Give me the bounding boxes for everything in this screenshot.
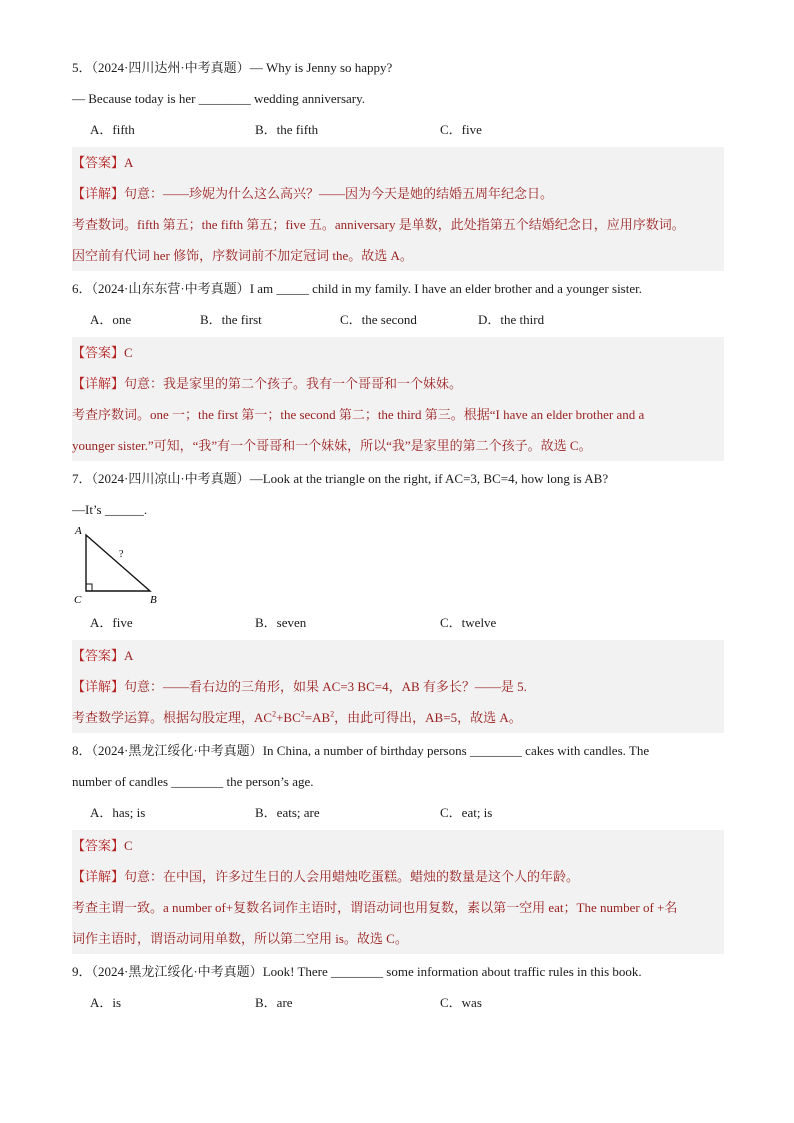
options <box>72 114 724 145</box>
label-a: A <box>75 525 82 537</box>
question-text: —Look at the triangle on the right, if AC=3, BC=4, how long is AB? <box>249 471 609 486</box>
detail-line: 句意：——看右边的三角形，如果 AC=3 BC=4，AB 有多长？——是 5. <box>124 679 527 694</box>
detail-tag: 【详解】 <box>72 869 125 884</box>
answer-tag: 【答案】 <box>72 648 125 663</box>
detail-line: 词作主语时，谓语动词用单数，所以第二空用 is。故选 C。 <box>72 931 408 946</box>
option-b: B．are <box>255 995 293 1010</box>
question-text: — Why is Jenny so happy? <box>249 60 393 75</box>
answer-tag: 【答案】 <box>72 155 125 170</box>
question-number: 6． <box>72 281 92 296</box>
question-source: （2024·黑龙江绥化·中考真题） <box>91 743 263 758</box>
question-text: Look! There ________ some information about traffic rules in this book. <box>262 964 642 979</box>
formula: $AC^2+BC^2=AB^2$ <box>254 709 335 725</box>
answer-value: C <box>124 838 133 853</box>
options <box>72 797 724 828</box>
detail-line: 考查主谓一致。a number of+复数名词作主语时，谓语动词也用复数，素以第一空用 eat；The number of +名 <box>72 900 678 915</box>
question-stem <box>72 956 724 987</box>
label-c: C <box>74 594 82 606</box>
option-a: A．is <box>90 995 122 1010</box>
option-a: A．has; is <box>90 805 146 820</box>
detail-line: 句意：我是家里的第二个孩子。我有一个哥哥和一个妹妹。 <box>124 376 463 391</box>
option-c: C．eat; is <box>440 805 493 820</box>
detail-line: 句意：在中国，许多过生日的人会用蜡烛吃蛋糕。蜡烛的数量是这个人的年龄。 <box>124 869 580 884</box>
detail-line: younger sister.”可知，“我”有一个哥哥和一个妹妹，所以“我”是家里的第二个孩子。故选 C。 <box>72 438 592 453</box>
option-b: B．seven <box>255 615 307 630</box>
question-stem <box>72 52 724 83</box>
answer-tag: 【答案】 <box>72 345 125 360</box>
options <box>72 987 724 1018</box>
question-source: （2024·四川凉山·中考真题） <box>91 471 250 486</box>
question-text: In China, a number of birthday persons ________ cakes with candles. The <box>262 743 650 758</box>
option-a: A．one <box>90 312 132 327</box>
detail-tag: 【详解】 <box>72 186 125 201</box>
question-source: （2024·四川达州·中考真题） <box>91 60 250 75</box>
question-source: （2024·山东东营·中考真题） <box>91 281 250 296</box>
option-b: B．the fifth <box>255 122 319 137</box>
question-text: I am _____ child in my family. I have an elder brother and a younger sister. <box>249 281 642 296</box>
question-text-2: number of candles ________ the person’s age. <box>72 774 314 789</box>
label-question: ? <box>119 549 124 560</box>
question-stem <box>72 273 724 304</box>
question-6 <box>72 273 724 461</box>
option-a: A．fifth <box>90 122 135 137</box>
question-5 <box>72 52 724 271</box>
detail-line: 句意：——珍妮为什么这么高兴？——因为今天是她的结婚五周年纪念日。 <box>124 186 554 201</box>
option-b: B．the first <box>200 312 262 327</box>
question-number: 7． <box>72 471 92 486</box>
page-content <box>72 52 724 1018</box>
answer-block <box>72 830 724 954</box>
answer-value: A <box>124 648 134 663</box>
option-b: B．eats; are <box>255 805 320 820</box>
detail-line: 考查数学运算。根据勾股定理，$AC^2+BC^2=AB^2$，由此可得出，AB=5，故选 A。 <box>72 709 522 725</box>
detail-line: 考查序数词。one 一；the first 第一；the second 第二；the third 第三。根据“I have an elder brother and a <box>72 407 645 422</box>
label-b: B <box>150 594 157 606</box>
detail-tag: 【详解】 <box>72 376 125 391</box>
option-c: C．twelve <box>440 615 497 630</box>
question-number: 8． <box>72 743 92 758</box>
question-text-2: —It’s ______. <box>72 502 148 517</box>
answer-block <box>72 147 724 271</box>
options <box>72 304 724 335</box>
question-stem <box>72 735 724 766</box>
question-number: 5． <box>72 60 92 75</box>
question-source: （2024·黑龙江绥化·中考真题） <box>91 964 263 979</box>
question-8 <box>72 735 724 954</box>
answer-block <box>72 337 724 461</box>
answer-tag: 【答案】 <box>72 838 125 853</box>
question-text-2: — Because today is her ________ wedding anniversary. <box>72 91 366 106</box>
detail-line: 考查数词。fifth 第五；the fifth 第五；five 五。anniversary 是单数，此处指第五个结婚纪念日，应用序数词。 <box>72 217 685 232</box>
option-a: A．five <box>90 615 133 630</box>
detail-line: 因空前有代词 her 修饰，序数词前不加定冠词 the。故选 A。 <box>72 248 413 263</box>
options <box>72 607 724 638</box>
option-c: C．the second <box>340 312 417 327</box>
question-9 <box>72 956 724 1018</box>
option-c: C．five <box>440 122 482 137</box>
detail-tag: 【详解】 <box>72 679 125 694</box>
option-d: D．the third <box>478 312 545 327</box>
question-stem <box>72 463 724 494</box>
option-c: C．was <box>440 995 482 1010</box>
triangle-diagram <box>72 525 172 607</box>
question-number: 9． <box>72 964 92 979</box>
question-7 <box>72 463 724 733</box>
answer-value: C <box>124 345 133 360</box>
answer-value: A <box>124 155 134 170</box>
answer-block <box>72 640 724 733</box>
triangle-figure <box>72 525 724 607</box>
